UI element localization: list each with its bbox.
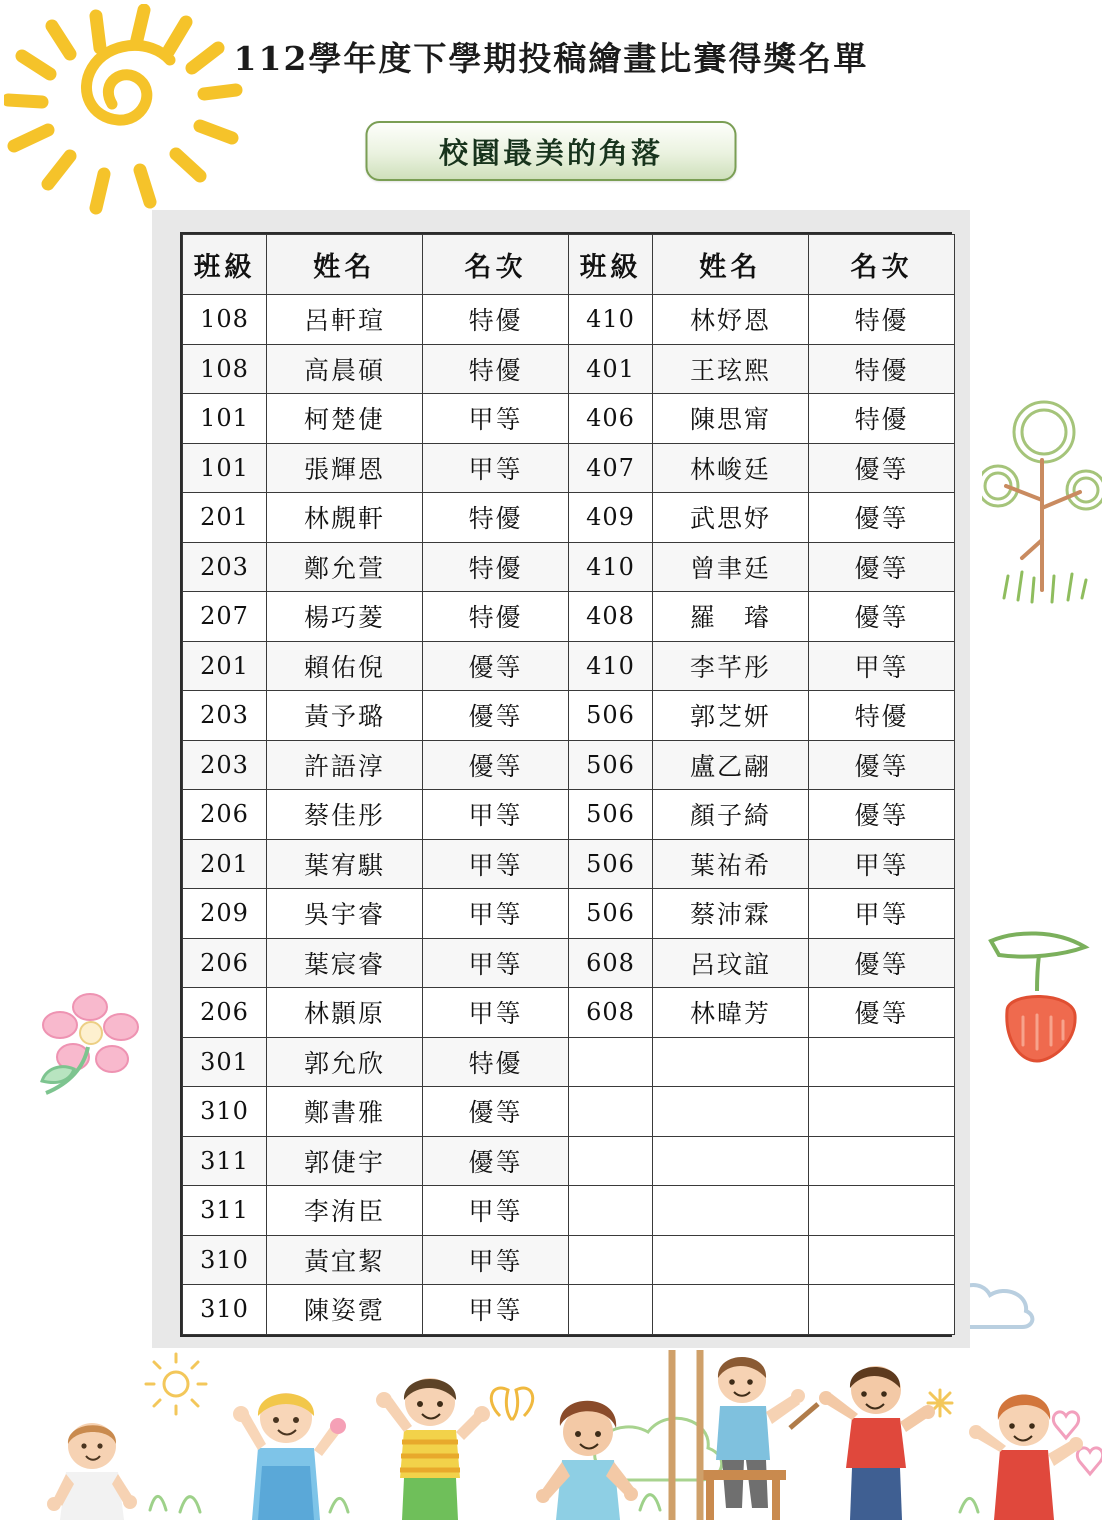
cell-class-left: 108 [183,295,267,345]
table-row [183,740,955,790]
cell-class-left: 108 [183,344,267,394]
cell-class-right [569,1087,653,1137]
cell-name-left: 葉宥騏 [267,839,423,889]
cell-class-left: 206 [183,790,267,840]
cell-rank-left: 甲等 [423,1186,569,1236]
cell-class-left: 203 [183,542,267,592]
cell-name-right: 林峻廷 [653,443,809,493]
table-row [183,542,955,592]
cell-rank-right: 優等 [809,988,955,1038]
cell-class-right: 409 [569,493,653,543]
cell-name-right: 呂玟誼 [653,938,809,988]
cell-rank-left: 特優 [423,295,569,345]
column-header-class-right: 班級 [569,235,653,295]
cell-name-left: 賴佑倪 [267,641,423,691]
table-row [183,839,955,889]
cell-class-left: 310 [183,1285,267,1335]
cell-class-right [569,1186,653,1236]
cell-class-right: 608 [569,988,653,1038]
cell-name-left: 吳宇睿 [267,889,423,939]
cell-name-left: 黃予璐 [267,691,423,741]
cell-rank-right: 優等 [809,938,955,988]
cell-name-right: 李芊彤 [653,641,809,691]
cell-class-left: 201 [183,839,267,889]
cell-class-right: 608 [569,938,653,988]
cell-rank-left: 特優 [423,592,569,642]
cell-name-left: 林顥原 [267,988,423,1038]
cell-name-left: 呂軒瑄 [267,295,423,345]
cell-name-left: 許語淳 [267,740,423,790]
column-header-rank-left: 名次 [423,235,569,295]
cell-class-left: 311 [183,1186,267,1236]
cell-class-right: 408 [569,592,653,642]
cell-class-left: 310 [183,1087,267,1137]
cell-rank-left: 甲等 [423,1235,569,1285]
table-row [183,1235,955,1285]
cell-class-right [569,1136,653,1186]
cell-rank-left: 特優 [423,1037,569,1087]
table-header-row [183,235,955,295]
cell-name-right: 葉祐希 [653,839,809,889]
cell-class-left: 311 [183,1136,267,1186]
cell-class-right: 410 [569,641,653,691]
cell-rank-right: 特優 [809,691,955,741]
cell-name-right: 盧乙翮 [653,740,809,790]
table-row [183,1186,955,1236]
cell-name-right [653,1186,809,1236]
cell-class-left: 101 [183,394,267,444]
cell-class-left: 203 [183,691,267,741]
cell-name-right: 王玹熙 [653,344,809,394]
cell-rank-left: 甲等 [423,988,569,1038]
cell-name-right: 羅 璿 [653,592,809,642]
table-row [183,1136,955,1186]
table-row [183,394,955,444]
column-header-class-left: 班級 [183,235,267,295]
table-row [183,1087,955,1137]
tree-doodle-icon [982,390,1102,640]
cell-class-left: 209 [183,889,267,939]
cell-rank-right: 優等 [809,790,955,840]
table-row [183,889,955,939]
cell-class-right [569,1037,653,1087]
cell-rank-left: 特優 [423,542,569,592]
table-row [183,988,955,1038]
cell-name-left: 林覤軒 [267,493,423,543]
cell-name-left: 柯楚倢 [267,394,423,444]
flower-doodle-icon [30,985,160,1105]
table-row [183,691,955,741]
cell-rank-right [809,1235,955,1285]
cell-class-left: 203 [183,740,267,790]
cell-class-right: 506 [569,691,653,741]
column-header-name-right: 姓名 [653,235,809,295]
cell-name-left: 高晨碩 [267,344,423,394]
cell-name-right [653,1235,809,1285]
table-row [183,938,955,988]
subtitle-label: 校園最美的角落 [438,135,663,170]
cell-class-left: 206 [183,988,267,1038]
cell-rank-right: 甲等 [809,839,955,889]
cell-rank-left: 甲等 [423,839,569,889]
table-row [183,592,955,642]
children-painting-illustration [0,1320,1102,1520]
cell-name-left: 郭倢宇 [267,1136,423,1186]
cell-rank-left: 優等 [423,1087,569,1137]
table-row [183,790,955,840]
cell-class-right: 506 [569,889,653,939]
cell-rank-left: 特優 [423,493,569,543]
cell-name-left: 李洧臣 [267,1186,423,1236]
cell-name-right: 林暐芳 [653,988,809,1038]
cell-rank-right: 優等 [809,493,955,543]
subtitle-badge [366,121,737,181]
cell-name-right: 蔡沛霖 [653,889,809,939]
cell-name-left: 郭允欣 [267,1037,423,1087]
cell-name-right: 郭芝妍 [653,691,809,741]
cell-name-left: 楊巧菱 [267,592,423,642]
cell-rank-right: 甲等 [809,889,955,939]
column-header-rank-right: 名次 [809,235,955,295]
cell-class-right: 506 [569,740,653,790]
cell-name-left: 鄭書雅 [267,1087,423,1137]
winners-table [182,234,955,1335]
cell-class-right [569,1235,653,1285]
cell-name-right [653,1087,809,1137]
cell-name-right: 曾聿廷 [653,542,809,592]
cell-rank-right: 優等 [809,592,955,642]
cell-rank-left: 優等 [423,1136,569,1186]
cell-rank-left: 甲等 [423,443,569,493]
cell-rank-right: 特優 [809,394,955,444]
cell-name-left: 鄭允萱 [267,542,423,592]
cell-name-left: 黃宜絜 [267,1235,423,1285]
cell-class-left: 207 [183,592,267,642]
cell-class-right: 506 [569,790,653,840]
table-row [183,493,955,543]
cell-rank-left: 甲等 [423,394,569,444]
cell-class-left: 101 [183,443,267,493]
cell-rank-right: 優等 [809,740,955,790]
cell-class-left: 201 [183,493,267,543]
table-body [183,295,955,1335]
cell-class-right: 406 [569,394,653,444]
cell-rank-left: 優等 [423,691,569,741]
cell-class-left: 201 [183,641,267,691]
cell-rank-left: 甲等 [423,1285,569,1335]
cell-name-left: 陳姿霓 [267,1285,423,1335]
cell-name-left: 蔡佳彤 [267,790,423,840]
cell-rank-right: 甲等 [809,641,955,691]
cell-class-right: 410 [569,542,653,592]
cell-rank-right [809,1186,955,1236]
table-row [183,443,955,493]
cell-rank-right: 優等 [809,443,955,493]
table-row [183,641,955,691]
cell-rank-right [809,1087,955,1137]
column-header-name-left: 姓名 [267,235,423,295]
cell-rank-left: 甲等 [423,938,569,988]
cell-name-left: 張輝恩 [267,443,423,493]
cell-rank-right: 特優 [809,295,955,345]
page-title: 112學年度下學期投稿繪畫比賽得獎名單 [233,39,869,78]
cell-name-left: 葉宸睿 [267,938,423,988]
table-row [183,1037,955,1087]
table-row [183,344,955,394]
cell-rank-left: 甲等 [423,790,569,840]
cell-name-right: 陳思甯 [653,394,809,444]
cherry-doodle-icon [985,925,1100,1070]
table-row [183,295,955,345]
cell-name-right [653,1136,809,1186]
cell-class-left: 310 [183,1235,267,1285]
cell-name-right: 武思妤 [653,493,809,543]
cell-rank-left: 甲等 [423,889,569,939]
cell-class-left: 301 [183,1037,267,1087]
cell-class-right: 410 [569,295,653,345]
cell-class-right: 407 [569,443,653,493]
cell-class-right: 506 [569,839,653,889]
cell-rank-right [809,1136,955,1186]
cell-class-right: 401 [569,344,653,394]
cell-rank-right: 特優 [809,344,955,394]
cell-rank-right [809,1037,955,1087]
cell-name-right: 顏子綺 [653,790,809,840]
cell-rank-left: 優等 [423,740,569,790]
cell-name-right: 林妤恩 [653,295,809,345]
cell-class-left: 206 [183,938,267,988]
winners-table-container [180,232,952,1337]
cell-rank-right: 優等 [809,542,955,592]
cell-name-right [653,1037,809,1087]
cell-rank-left: 優等 [423,641,569,691]
cell-rank-left: 特優 [423,344,569,394]
